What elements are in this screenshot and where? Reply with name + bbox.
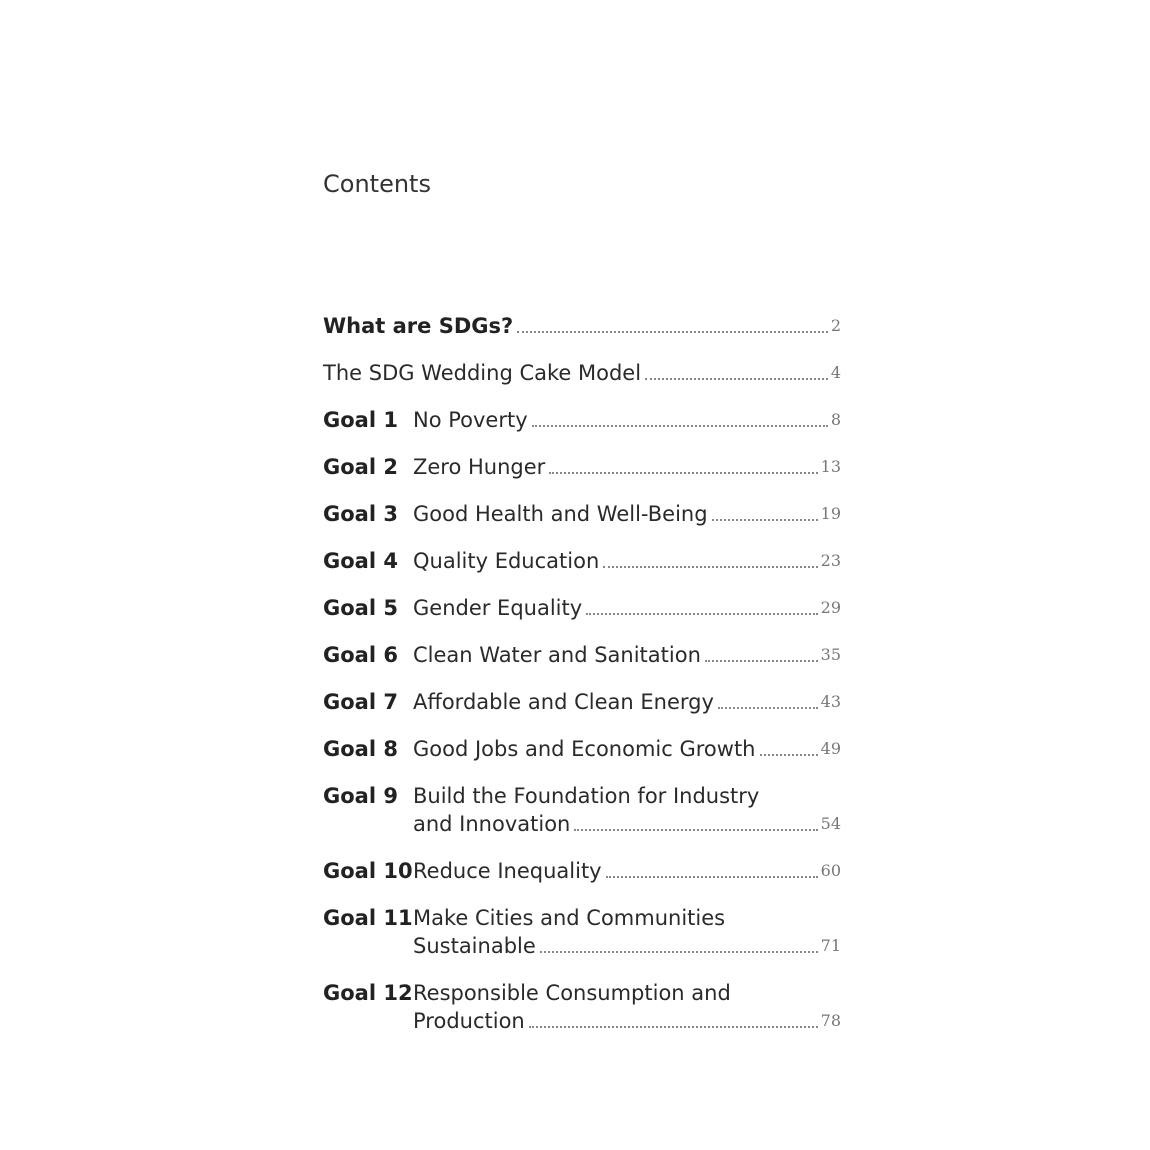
toc-entry-goal-5[interactable]	[323, 594, 841, 622]
dot-leader	[517, 331, 828, 333]
toc-entry-title: Reduce Inequality	[413, 859, 602, 883]
toc-entry-title-line-1: Make Cities and Communities	[413, 906, 726, 930]
dot-leader	[760, 754, 818, 756]
toc-entry-title: What are SDGs?	[323, 314, 514, 338]
toc-entry-title: Zero Hunger	[413, 455, 546, 479]
page-number: 54	[820, 814, 841, 833]
goal-label: Goal 3	[323, 502, 398, 526]
goal-label: Goal 1	[323, 408, 398, 432]
page-number: 49	[820, 739, 841, 758]
toc-entry-goal-12[interactable]	[323, 979, 841, 1035]
page-number: 8	[830, 410, 841, 429]
page-number: 78	[820, 1011, 841, 1030]
goal-label: Goal 10	[323, 859, 413, 883]
toc-entry-goal-11[interactable]	[323, 904, 841, 960]
goal-label: Goal 6	[323, 643, 398, 667]
page-number: 71	[820, 936, 841, 955]
page-number: 19	[820, 504, 841, 523]
toc-entry-title: Gender Equality	[413, 596, 583, 620]
table-of-contents	[323, 312, 841, 1054]
toc-entry-title: No Poverty	[413, 408, 528, 432]
toc-entry-goal-8[interactable]	[323, 735, 841, 763]
toc-entry-title: Good Health and Well-Being	[413, 502, 708, 526]
dot-leader	[586, 613, 817, 615]
dot-leader	[712, 519, 818, 521]
dot-leader	[540, 951, 818, 953]
page-number: 4	[830, 363, 841, 382]
goal-label: Goal 5	[323, 596, 398, 620]
toc-entry-title-line-2: and Innovation	[413, 812, 571, 836]
page-number: 29	[820, 598, 841, 617]
toc-entry-title: Quality Education	[413, 549, 600, 573]
toc-entry-title: Clean Water and Sanitation	[413, 643, 701, 667]
goal-label: Goal 2	[323, 455, 398, 479]
dot-leader	[705, 660, 818, 662]
dot-leader	[645, 378, 828, 380]
toc-entry-goal-6[interactable]	[323, 641, 841, 669]
page-number: 2	[830, 316, 841, 335]
toc-entry-title: Good Jobs and Economic Growth	[413, 737, 756, 761]
toc-entry-wedding-cake-model[interactable]	[323, 359, 841, 387]
toc-entry-title: The SDG Wedding Cake Model	[323, 361, 642, 385]
dot-leader	[532, 425, 828, 427]
dot-leader	[574, 829, 817, 831]
dot-leader	[718, 707, 818, 709]
toc-entry-title-line-2: Production	[413, 1009, 525, 1033]
goal-label: Goal 11	[323, 906, 413, 930]
dot-leader	[606, 876, 818, 878]
toc-entry-title-line-1: Responsible Consumption and	[413, 981, 731, 1005]
dot-leader	[529, 1026, 818, 1028]
page-title: Contents	[323, 170, 431, 198]
toc-entry-goal-9[interactable]	[323, 782, 841, 838]
toc-entry-title-line-1: Build the Foundation for Industry	[413, 784, 760, 808]
goal-label: Goal 4	[323, 549, 398, 573]
toc-entry-goal-4[interactable]	[323, 547, 841, 575]
dot-leader	[603, 566, 817, 568]
page-number: 23	[820, 551, 841, 570]
goal-label: Goal 8	[323, 737, 398, 761]
toc-entry-goal-3[interactable]	[323, 500, 841, 528]
goal-label: Goal 7	[323, 690, 398, 714]
dot-leader	[549, 472, 817, 474]
page-number: 60	[820, 861, 841, 880]
page-number: 13	[820, 457, 841, 476]
toc-entry-title: Affordable and Clean Energy	[413, 690, 714, 714]
page-number: 35	[820, 645, 841, 664]
toc-entry-goal-2[interactable]	[323, 453, 841, 481]
toc-entry-goal-1[interactable]	[323, 406, 841, 434]
toc-entry-goal-7[interactable]	[323, 688, 841, 716]
page-number: 43	[820, 692, 841, 711]
goal-label: Goal 9	[323, 784, 398, 808]
toc-entry-goal-10[interactable]	[323, 857, 841, 885]
toc-entry-what-are-sdgs[interactable]	[323, 312, 841, 340]
toc-entry-title-line-2: Sustainable	[413, 934, 536, 958]
goal-label: Goal 12	[323, 981, 413, 1005]
